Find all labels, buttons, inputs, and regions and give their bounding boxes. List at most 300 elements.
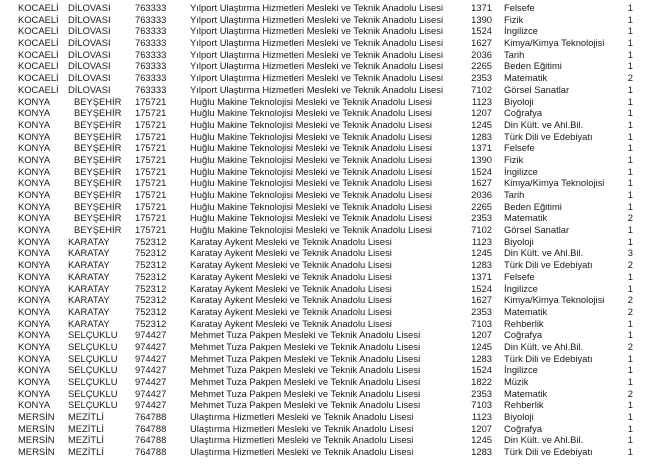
school-name-cell: Huğlu Makine Teknolojisi Mesleki ve Teknik Anadolu Lisesi <box>190 130 432 142</box>
count-cell: 2 <box>627 72 633 84</box>
subject-name-cell: Fizik <box>504 13 524 25</box>
district-cell: KARATAY <box>68 294 110 306</box>
district-cell: KARATAY <box>68 317 110 329</box>
province-cell: MERSİN <box>18 434 55 446</box>
subject-name-cell: Matematik <box>504 305 548 317</box>
table-row <box>0 388 660 400</box>
province-cell: KONYA <box>18 153 51 165</box>
district-cell: MEZİTLİ <box>68 446 104 458</box>
table-row <box>0 72 660 84</box>
subject-name-cell: İngilizce <box>504 165 538 177</box>
subject-name-cell: Kimya/Kimya Teknolojisi <box>504 177 605 189</box>
subject-code-cell: 1371 <box>471 142 492 154</box>
count-cell: 1 <box>627 118 633 130</box>
document-table <box>0 2 660 458</box>
school-code-cell: 763333 <box>135 60 167 72</box>
school-code-cell: 175721 <box>135 189 167 200</box>
school-name-cell: Huğlu Makine Teknolojisi Mesleki ve Teknik Anadolu Lisesi <box>190 165 432 177</box>
district-cell: MEZİTLİ <box>68 434 104 446</box>
table-row <box>0 212 660 224</box>
district-cell: BEYŞEHİR <box>74 200 122 212</box>
count-cell: 1 <box>627 130 633 142</box>
subject-code-cell: 1123 <box>471 411 492 423</box>
subject-name-cell: İngilizce <box>504 25 538 37</box>
district-cell: KARATAY <box>68 259 110 271</box>
school-code-cell: 752312 <box>135 247 167 259</box>
count-cell: 1 <box>627 434 633 446</box>
table-row <box>0 341 660 353</box>
school-code-cell: 175721 <box>135 153 167 165</box>
district-cell: SELÇUKLU <box>68 376 118 387</box>
school-code-cell: 974427 <box>135 364 167 376</box>
school-name-cell: Mehmet Tuza Pakpen Mesleki ve Teknik Anadolu Lisesi <box>190 399 421 411</box>
subject-code-cell: 1524 <box>471 364 492 376</box>
count-cell: 1 <box>627 399 633 411</box>
table-row <box>0 189 660 201</box>
district-cell: MEZİTLİ <box>68 411 104 423</box>
school-name-cell: Mehmet Tuza Pakpen Mesleki ve Teknik Anadolu Lisesi <box>190 340 421 352</box>
school-name-cell: Ulaştırma Hizmetleri Mesleki ve Teknik Anadolu Lisesi <box>190 446 414 458</box>
table-row <box>0 399 660 411</box>
count-cell: 1 <box>627 376 633 387</box>
table-row <box>0 60 660 72</box>
subject-name-cell: Görsel Sanatlar <box>504 224 570 236</box>
subject-name-cell: Görsel Sanatlar <box>504 83 570 95</box>
table-row <box>0 283 660 295</box>
subject-code-cell: 1207 <box>471 329 492 341</box>
school-code-cell: 752312 <box>135 235 167 247</box>
count-cell: 1 <box>627 153 633 165</box>
province-cell: KONYA <box>18 165 51 177</box>
school-name-cell: Huğlu Makine Teknolojisi Mesleki ve Teknik Anadolu Lisesi <box>190 95 432 107</box>
count-cell: 1 <box>627 177 633 189</box>
table-row <box>0 84 660 96</box>
province-cell: KONYA <box>18 235 51 247</box>
subject-code-cell: 2265 <box>471 200 492 212</box>
district-cell: DİLOVASI <box>68 48 111 60</box>
school-code-cell: 175721 <box>135 212 167 224</box>
district-cell: BEYŞEHİR <box>74 224 122 236</box>
count-cell: 1 <box>627 329 633 341</box>
count-cell: 1 <box>627 165 633 177</box>
subject-name-cell: Beden Eğitimi <box>504 200 562 212</box>
district-cell: DİLOVASI <box>68 2 111 13</box>
school-name-cell: Karatay Aykent Mesleki ve Teknik Anadolu Lisesi <box>190 317 392 329</box>
table-row <box>0 131 660 143</box>
subject-name-cell: Felsefe <box>504 270 535 282</box>
province-cell: KONYA <box>18 224 51 236</box>
district-cell: DİLOVASI <box>68 13 111 25</box>
subject-code-cell: 1524 <box>471 165 492 177</box>
subject-code-cell: 1123 <box>471 235 492 247</box>
count-cell: 3 <box>627 247 633 259</box>
school-name-cell: Mehmet Tuza Pakpen Mesleki ve Teknik Anadolu Lisesi <box>190 329 421 341</box>
school-code-cell: 974427 <box>135 399 167 411</box>
school-code-cell: 764788 <box>135 434 167 446</box>
district-cell: DİLOVASI <box>68 72 111 84</box>
table-row <box>0 259 660 271</box>
subject-code-cell: 2036 <box>471 48 492 60</box>
table-row <box>0 434 660 446</box>
subject-code-cell: 1390 <box>471 153 492 165</box>
school-name-cell: Huğlu Makine Teknolojisi Mesleki ve Teknik Anadolu Lisesi <box>190 107 432 119</box>
district-cell: DİLOVASI <box>68 37 111 49</box>
subject-code-cell: 7102 <box>471 224 492 236</box>
school-code-cell: 752312 <box>135 259 167 271</box>
province-cell: KONYA <box>18 200 51 212</box>
province-cell: KOCAELİ <box>18 48 59 60</box>
district-cell: BEYŞEHİR <box>74 95 122 107</box>
school-name-cell: Karatay Aykent Mesleki ve Teknik Anadolu Lisesi <box>190 294 392 306</box>
subject-code-cell: 1245 <box>471 247 492 259</box>
district-cell: KARATAY <box>68 270 110 282</box>
province-cell: MERSİN <box>18 446 55 458</box>
table-row <box>0 166 660 178</box>
table-row <box>0 25 660 37</box>
subject-name-cell: Fizik <box>504 153 524 165</box>
province-cell: KOCAELİ <box>18 25 59 37</box>
school-name-cell: Yılport Ulaştırma Hizmetleri Mesleki ve Teknik Anadolu Lisesi <box>190 37 444 49</box>
subject-name-cell: Müzik <box>504 376 529 387</box>
province-cell: KONYA <box>18 212 51 224</box>
subject-code-cell: 1371 <box>471 270 492 282</box>
count-cell: 1 <box>627 235 633 247</box>
subject-name-cell: Türk Dili ve Edebiyatı <box>504 446 593 458</box>
count-cell: 1 <box>627 282 633 294</box>
province-cell: KONYA <box>18 177 51 189</box>
table-row <box>0 353 660 365</box>
count-cell: 1 <box>627 83 633 95</box>
school-name-cell: Yılport Ulaştırma Hizmetleri Mesleki ve Teknik Anadolu Lisesi <box>190 13 444 25</box>
province-cell: MERSİN <box>18 411 55 423</box>
province-cell: KONYA <box>18 340 51 352</box>
school-name-cell: Karatay Aykent Mesleki ve Teknik Anadolu Lisesi <box>190 259 392 271</box>
school-name-cell: Huğlu Makine Teknolojisi Mesleki ve Teknik Anadolu Lisesi <box>190 142 432 154</box>
subject-name-cell: Rehberlik <box>504 399 544 411</box>
province-cell: MERSİN <box>18 422 55 434</box>
subject-name-cell: Din Kült. ve Ahl.Bil. <box>504 118 584 130</box>
district-cell: SELÇUKLU <box>68 364 118 376</box>
province-cell: KONYA <box>18 107 51 119</box>
school-code-cell: 974427 <box>135 376 167 387</box>
school-name-cell: Huğlu Makine Teknolojisi Mesleki ve Teknik Anadolu Lisesi <box>190 153 432 165</box>
school-name-cell: Huğlu Makine Teknolojisi Mesleki ve Teknik Anadolu Lisesi <box>190 118 432 130</box>
table-row <box>0 177 660 189</box>
count-cell: 2 <box>627 294 633 306</box>
school-code-cell: 752312 <box>135 270 167 282</box>
province-cell: KOCAELİ <box>18 2 59 13</box>
district-cell: KARATAY <box>68 235 110 247</box>
province-cell: KONYA <box>18 352 51 364</box>
subject-name-cell: Tarih <box>504 189 525 200</box>
school-name-cell: Ulaştırma Hizmetleri Mesleki ve Teknik Anadolu Lisesi <box>190 434 414 446</box>
table-row <box>0 107 660 119</box>
province-cell: KONYA <box>18 317 51 329</box>
subject-name-cell: Türk Dili ve Edebiyatı <box>504 130 593 142</box>
district-cell: SELÇUKLU <box>68 329 118 341</box>
province-cell: KONYA <box>18 282 51 294</box>
subject-code-cell: 2036 <box>471 189 492 200</box>
district-cell: BEYŞEHİR <box>74 189 122 200</box>
school-code-cell: 175721 <box>135 165 167 177</box>
school-code-cell: 175721 <box>135 107 167 119</box>
district-cell: DİLOVASI <box>68 83 111 95</box>
subject-name-cell: Matematik <box>504 212 548 224</box>
school-code-cell: 175721 <box>135 200 167 212</box>
table-row <box>0 224 660 236</box>
count-cell: 1 <box>627 364 633 376</box>
subject-code-cell: 2265 <box>471 60 492 72</box>
table-row <box>0 271 660 283</box>
count-cell: 1 <box>627 48 633 60</box>
table-row <box>0 247 660 259</box>
school-code-cell: 752312 <box>135 294 167 306</box>
subject-name-cell: Coğrafya <box>504 329 543 341</box>
school-name-cell: Karatay Aykent Mesleki ve Teknik Anadolu Lisesi <box>190 235 392 247</box>
district-cell: DİLOVASI <box>68 25 111 37</box>
count-cell: 1 <box>627 224 633 236</box>
province-cell: KONYA <box>18 189 51 200</box>
province-cell: KONYA <box>18 305 51 317</box>
school-name-cell: Mehmet Tuza Pakpen Mesleki ve Teknik Anadolu Lisesi <box>190 376 421 387</box>
school-code-cell: 974427 <box>135 352 167 364</box>
count-cell: 2 <box>627 305 633 317</box>
school-name-cell: Ulaştırma Hizmetleri Mesleki ve Teknik Anadolu Lisesi <box>190 411 414 423</box>
district-cell: BEYŞEHİR <box>74 107 122 119</box>
table-row <box>0 49 660 61</box>
subject-code-cell: 1207 <box>471 107 492 119</box>
table-row <box>0 154 660 166</box>
district-cell: BEYŞEHİR <box>74 142 122 154</box>
district-cell: BEYŞEHİR <box>74 177 122 189</box>
school-name-cell: Huğlu Makine Teknolojisi Mesleki ve Teknik Anadolu Lisesi <box>190 189 432 200</box>
subject-code-cell: 1283 <box>471 352 492 364</box>
province-cell: KONYA <box>18 376 51 387</box>
subject-name-cell: Felsefe <box>504 142 535 154</box>
district-cell: DİLOVASI <box>68 60 111 72</box>
school-name-cell: Karatay Aykent Mesleki ve Teknik Anadolu Lisesi <box>190 305 392 317</box>
district-cell: SELÇUKLU <box>68 352 118 364</box>
table-row <box>0 294 660 306</box>
subject-code-cell: 7102 <box>471 83 492 95</box>
province-cell: KONYA <box>18 95 51 107</box>
subject-name-cell: Matematik <box>504 72 548 84</box>
subject-code-cell: 1283 <box>471 259 492 271</box>
school-code-cell: 974427 <box>135 387 167 399</box>
school-name-cell: Yılport Ulaştırma Hizmetleri Mesleki ve Teknik Anadolu Lisesi <box>190 25 444 37</box>
district-cell: SELÇUKLU <box>68 399 118 411</box>
school-code-cell: 175721 <box>135 142 167 154</box>
school-name-cell: Karatay Aykent Mesleki ve Teknik Anadolu Lisesi <box>190 247 392 259</box>
school-code-cell: 175721 <box>135 224 167 236</box>
subject-code-cell: 1627 <box>471 37 492 49</box>
count-cell: 1 <box>627 142 633 154</box>
subject-code-cell: 1245 <box>471 434 492 446</box>
subject-code-cell: 7103 <box>471 399 492 411</box>
subject-name-cell: Felsefe <box>504 2 535 13</box>
subject-code-cell: 1123 <box>471 95 492 107</box>
school-name-cell: Yılport Ulaştırma Hizmetleri Mesleki ve Teknik Anadolu Lisesi <box>190 72 444 84</box>
province-cell: KOCAELİ <box>18 60 59 72</box>
school-code-cell: 175721 <box>135 95 167 107</box>
subject-name-cell: Coğrafya <box>504 107 543 119</box>
subject-code-cell: 1822 <box>471 376 492 387</box>
school-code-cell: 764788 <box>135 422 167 434</box>
count-cell: 1 <box>627 352 633 364</box>
province-cell: KONYA <box>18 118 51 130</box>
count-cell: 1 <box>627 422 633 434</box>
district-cell: SELÇUKLU <box>68 387 118 399</box>
count-cell: 1 <box>627 95 633 107</box>
subject-code-cell: 1283 <box>471 446 492 458</box>
subject-code-cell: 2353 <box>471 212 492 224</box>
subject-name-cell: İngilizce <box>504 282 538 294</box>
school-name-cell: Ulaştırma Hizmetleri Mesleki ve Teknik Anadolu Lisesi <box>190 422 414 434</box>
table-row <box>0 423 660 435</box>
count-cell: 1 <box>627 2 633 13</box>
school-name-cell: Mehmet Tuza Pakpen Mesleki ve Teknik Anadolu Lisesi <box>190 352 421 364</box>
count-cell: 1 <box>627 37 633 49</box>
subject-name-cell: Rehberlik <box>504 317 544 329</box>
school-code-cell: 763333 <box>135 83 167 95</box>
province-cell: KOCAELİ <box>18 13 59 25</box>
province-cell: KONYA <box>18 329 51 341</box>
count-cell: 2 <box>627 212 633 224</box>
subject-code-cell: 2353 <box>471 305 492 317</box>
table-row <box>0 411 660 423</box>
subject-code-cell: 1283 <box>471 130 492 142</box>
subject-name-cell: Türk Dili ve Edebiyatı <box>504 352 593 364</box>
school-name-cell: Huğlu Makine Teknolojisi Mesleki ve Teknik Anadolu Lisesi <box>190 224 432 236</box>
school-code-cell: 752312 <box>135 282 167 294</box>
subject-name-cell: Coğrafya <box>504 422 543 434</box>
subject-name-cell: Tarih <box>504 48 525 60</box>
school-name-cell: Yılport Ulaştırma Hizmetleri Mesleki ve Teknik Anadolu Lisesi <box>190 2 444 13</box>
table-row <box>0 14 660 26</box>
subject-name-cell: Din Kült. ve Ahl.Bil. <box>504 434 584 446</box>
subject-name-cell: Biyoloji <box>504 235 534 247</box>
subject-name-cell: Kimya/Kimya Teknolojisi <box>504 37 605 49</box>
table-row <box>0 201 660 213</box>
district-cell: KARATAY <box>68 282 110 294</box>
count-cell: 2 <box>627 340 633 352</box>
school-code-cell: 752312 <box>135 305 167 317</box>
school-code-cell: 974427 <box>135 329 167 341</box>
subject-name-cell: İngilizce <box>504 364 538 376</box>
school-name-cell: Yılport Ulaştırma Hizmetleri Mesleki ve Teknik Anadolu Lisesi <box>190 83 444 95</box>
school-name-cell: Huğlu Makine Teknolojisi Mesleki ve Teknik Anadolu Lisesi <box>190 212 432 224</box>
school-code-cell: 763333 <box>135 48 167 60</box>
school-name-cell: Karatay Aykent Mesleki ve Teknik Anadolu Lisesi <box>190 270 392 282</box>
table-row <box>0 364 660 376</box>
school-name-cell: Yılport Ulaştırma Hizmetleri Mesleki ve Teknik Anadolu Lisesi <box>190 48 444 60</box>
count-cell: 1 <box>627 13 633 25</box>
subject-code-cell: 1524 <box>471 25 492 37</box>
district-cell: KARATAY <box>68 247 110 259</box>
count-cell: 1 <box>627 189 633 200</box>
subject-code-cell: 1371 <box>471 2 492 13</box>
school-code-cell: 764788 <box>135 446 167 458</box>
school-code-cell: 974427 <box>135 340 167 352</box>
district-cell: SELÇUKLU <box>68 340 118 352</box>
school-code-cell: 763333 <box>135 37 167 49</box>
count-cell: 1 <box>627 60 633 72</box>
province-cell: KONYA <box>18 142 51 154</box>
count-cell: 1 <box>627 200 633 212</box>
count-cell: 2 <box>627 259 633 271</box>
school-name-cell: Mehmet Tuza Pakpen Mesleki ve Teknik Anadolu Lisesi <box>190 387 421 399</box>
district-cell: BEYŞEHİR <box>74 165 122 177</box>
subject-name-cell: Kimya/Kimya Teknolojisi <box>504 294 605 306</box>
province-cell: KONYA <box>18 399 51 411</box>
count-cell: 1 <box>627 411 633 423</box>
subject-code-cell: 2353 <box>471 72 492 84</box>
province-cell: KONYA <box>18 130 51 142</box>
subject-code-cell: 1627 <box>471 294 492 306</box>
school-name-cell: Mehmet Tuza Pakpen Mesleki ve Teknik Anadolu Lisesi <box>190 364 421 376</box>
district-cell: MEZİTLİ <box>68 422 104 434</box>
province-cell: KONYA <box>18 270 51 282</box>
count-cell: 1 <box>627 25 633 37</box>
school-code-cell: 763333 <box>135 25 167 37</box>
subject-name-cell: Din Kült. ve Ahl.Bil. <box>504 340 584 352</box>
subject-code-cell: 1245 <box>471 340 492 352</box>
school-code-cell: 752312 <box>135 317 167 329</box>
table-row <box>0 329 660 341</box>
subject-name-cell: Din Kült. ve Ahl.Bil. <box>504 247 584 259</box>
count-cell: 1 <box>627 107 633 119</box>
province-cell: KONYA <box>18 387 51 399</box>
province-cell: KONYA <box>18 247 51 259</box>
school-code-cell: 175721 <box>135 130 167 142</box>
subject-name-cell: Beden Eğitimi <box>504 60 562 72</box>
table-row <box>0 376 660 388</box>
district-cell: BEYŞEHİR <box>74 118 122 130</box>
table-row <box>0 306 660 318</box>
table-row <box>0 119 660 131</box>
count-cell: 1 <box>627 270 633 282</box>
school-name-cell: Yılport Ulaştırma Hizmetleri Mesleki ve Teknik Anadolu Lisesi <box>190 60 444 72</box>
subject-code-cell: 7103 <box>471 317 492 329</box>
district-cell: KARATAY <box>68 305 110 317</box>
province-cell: KONYA <box>18 364 51 376</box>
school-code-cell: 763333 <box>135 2 167 13</box>
subject-name-cell: Matematik <box>504 387 548 399</box>
district-cell: BEYŞEHİR <box>74 212 122 224</box>
count-cell: 1 <box>627 317 633 329</box>
count-cell: 1 <box>627 446 633 458</box>
count-cell: 2 <box>627 387 633 399</box>
subject-name-cell: Biyoloji <box>504 95 534 107</box>
subject-code-cell: 2353 <box>471 387 492 399</box>
subject-code-cell: 1390 <box>471 13 492 25</box>
table-row <box>0 318 660 330</box>
school-name-cell: Huğlu Makine Teknolojisi Mesleki ve Teknik Anadolu Lisesi <box>190 177 432 189</box>
table-row <box>0 236 660 248</box>
subject-name-cell: Türk Dili ve Edebiyatı <box>504 259 593 271</box>
school-code-cell: 175721 <box>135 118 167 130</box>
subject-name-cell: Biyoloji <box>504 411 534 423</box>
school-code-cell: 764788 <box>135 411 167 423</box>
school-code-cell: 175721 <box>135 177 167 189</box>
subject-code-cell: 1627 <box>471 177 492 189</box>
school-name-cell: Karatay Aykent Mesleki ve Teknik Anadolu Lisesi <box>190 282 392 294</box>
table-row <box>0 37 660 49</box>
district-cell: BEYŞEHİR <box>74 130 122 142</box>
subject-code-cell: 1524 <box>471 282 492 294</box>
province-cell: KOCAELİ <box>18 83 59 95</box>
district-cell: BEYŞEHİR <box>74 153 122 165</box>
